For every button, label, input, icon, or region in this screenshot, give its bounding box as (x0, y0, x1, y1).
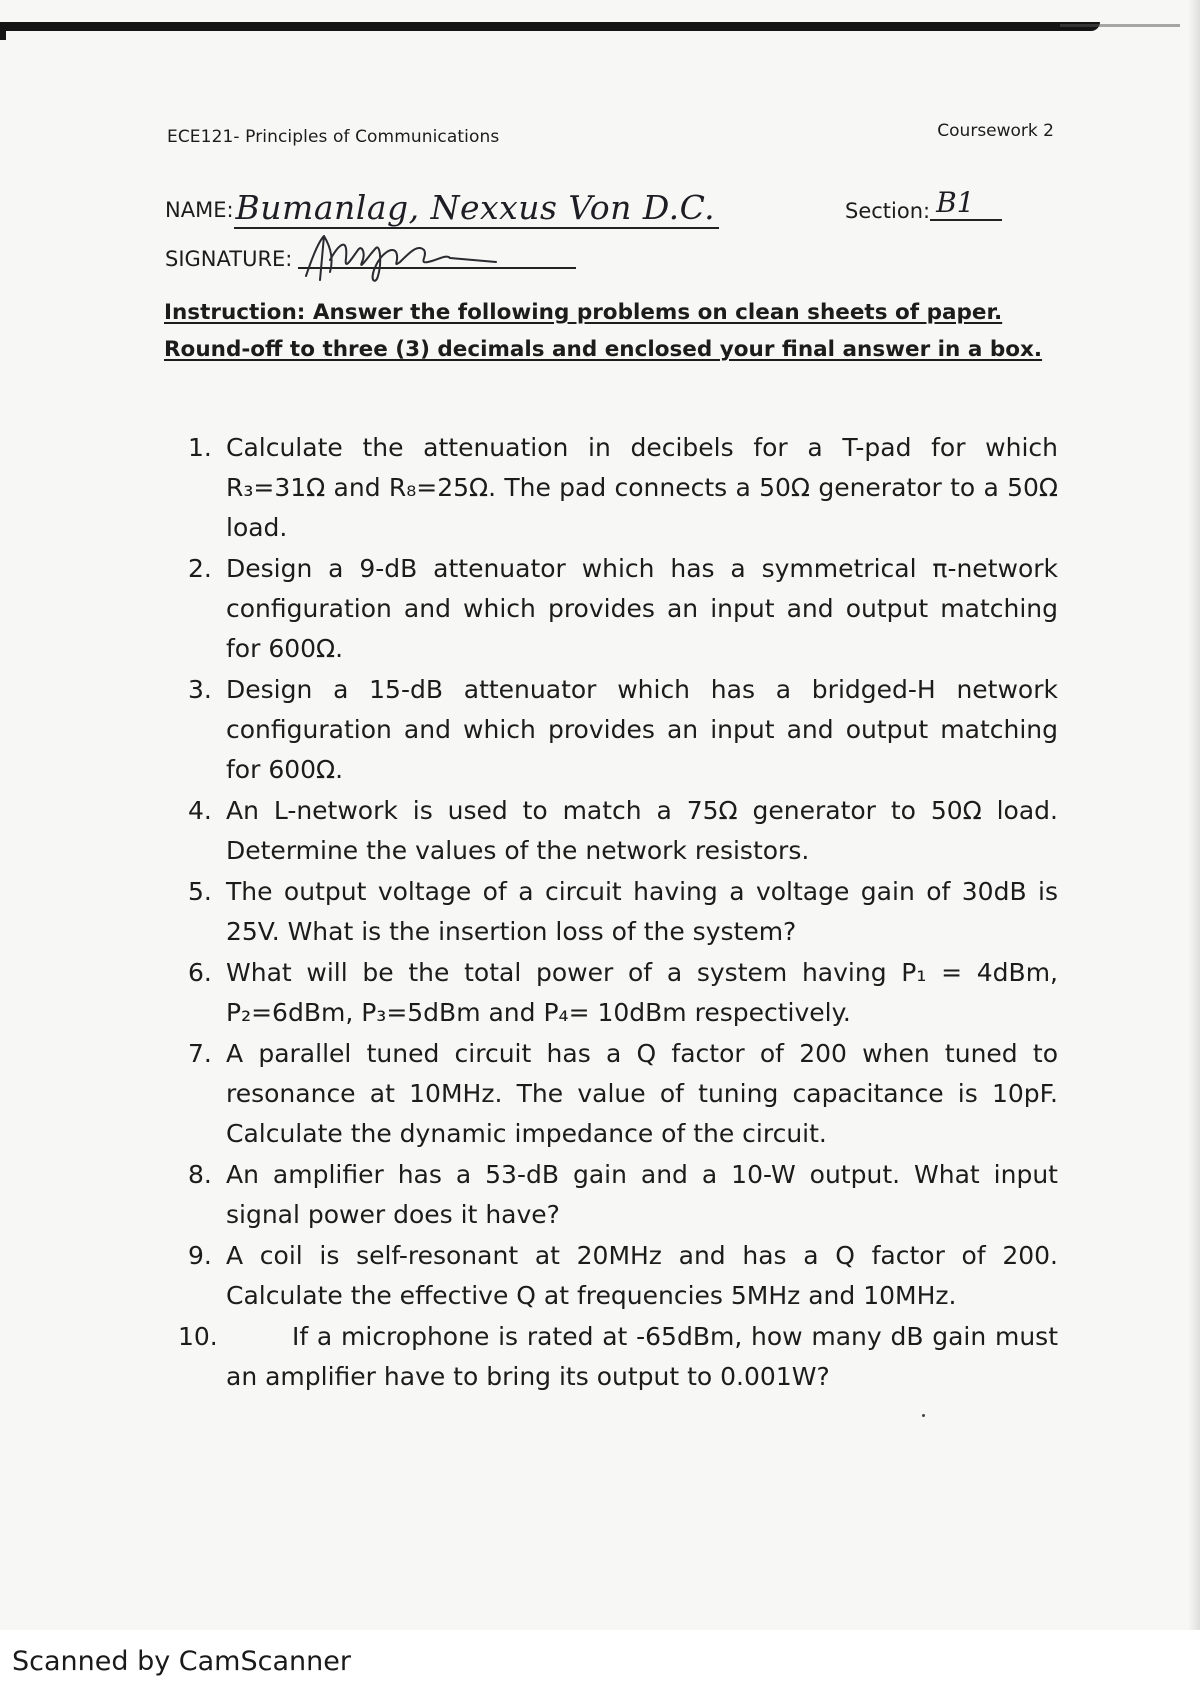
scan-speck (922, 1414, 925, 1417)
problem-text: The output voltage of a circuit having a voltage gain of 30dB is 25V. What is the insertion loss of the system? (226, 877, 1058, 946)
problem-number: 4. (188, 796, 212, 825)
name-row (165, 186, 719, 225)
problem-text: Design a 15-dB attenuator which has a bridged-H network configuration and which provides an input and output matching for 600Ω. (226, 675, 1058, 784)
problem-item (178, 1155, 1058, 1235)
problem-number: 3. (188, 675, 212, 704)
scan-top-border (0, 22, 1100, 31)
problem-number: 5. (188, 877, 212, 906)
problem-text: An L-network is used to match a 75Ω generator to 50Ω load. Determine the values of the network resistors. (226, 796, 1058, 865)
problem-item (178, 872, 1058, 952)
problem-item (178, 953, 1058, 1033)
problem-item (178, 1034, 1058, 1154)
problem-text: A parallel tuned circuit has a Q factor of 200 when tuned to resonance at 10MHz. The value of tuning capacitance is 10pF. Calculate the dynamic impedance of the circuit. (226, 1039, 1058, 1148)
name-label: NAME: (165, 198, 234, 222)
handwritten-signature (300, 232, 500, 288)
problem-item (178, 1317, 1058, 1397)
section-row (845, 186, 1002, 227)
problem-number: 6. (188, 958, 212, 987)
signature-label: SIGNATURE: (165, 247, 293, 271)
problem-number: 7. (188, 1039, 212, 1068)
problem-text: Calculate the attenuation in decibels for a T-pad for which R₃=31Ω and R₈=25Ω. The pad connects a 50Ω generator to a 50Ω load. (226, 433, 1058, 542)
scan-right-shadow (1188, 0, 1200, 1630)
problem-text: A coil is self-resonant at 20MHz and has a Q factor of 200. Calculate the effective Q at frequencies 5MHz and 10MHz. (226, 1241, 1058, 1310)
problem-text: Design a 9-dB attenuator which has a symmetrical π-network configuration and which provides an input and output matching for 600Ω. (226, 554, 1058, 663)
problem-list (178, 428, 1058, 1398)
instruction-text: Instruction: Answer the following problems on clean sheets of paper. Round-off to three (3) decimals and enclosed your final answer in a box. (164, 300, 1043, 362)
problem-item (178, 1236, 1058, 1316)
coursework-label: Coursework 2 (937, 121, 1054, 141)
problem-text: What will be the total power of a system having P₁ = 4dBm, P₂=6dBm, P₃=5dBm and P₄= 10dBm respectively. (226, 958, 1058, 1027)
problem-number: 8. (188, 1160, 212, 1189)
problem-item (178, 428, 1058, 548)
course-title: ECE121- Principles of Communications (167, 127, 500, 147)
problem-text: If a microphone is rated at -65dBm, how many dB gain must an amplifier have to bring its output to 0.001W? (226, 1322, 1058, 1391)
problem-number: 1. (188, 433, 212, 462)
problem-item (178, 791, 1058, 871)
problem-item (178, 549, 1058, 669)
problem-item (178, 670, 1058, 790)
problem-text: An amplifier has a 53-dB gain and a 10-W output. What input signal power does it have? (226, 1160, 1058, 1229)
section-label: Section: (845, 199, 931, 223)
section-value: B1 (930, 186, 1002, 221)
problem-number: 9. (188, 1241, 212, 1270)
name-value: Bumanlag, Nexxus Von D.C. (234, 188, 720, 229)
scanner-watermark: Scanned by CamScanner (12, 1646, 351, 1677)
problem-number: 2. (188, 554, 212, 583)
problem-number: 10. (178, 1322, 218, 1351)
scan-top-border-fade (1060, 24, 1180, 27)
